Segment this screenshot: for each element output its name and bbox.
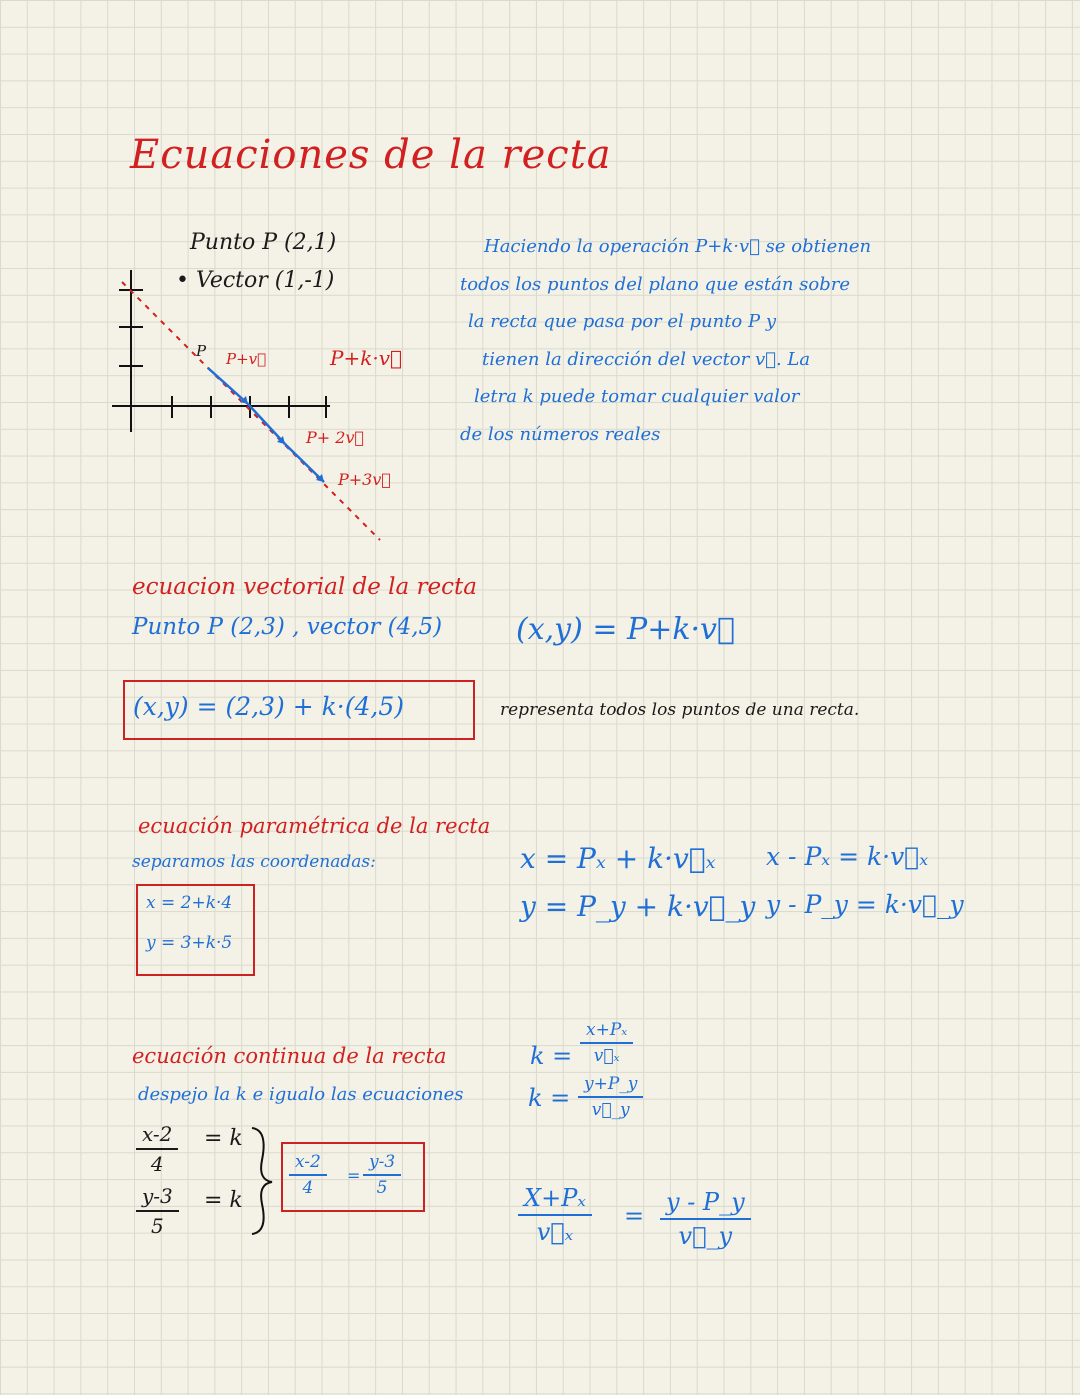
parametric-subheading: separamos las coordenadas: (132, 852, 376, 872)
parametric-boxed-equations (136, 884, 255, 976)
continuous-subheading: despejo la k e igualo las ecuaciones (138, 1084, 464, 1105)
k-label-2: k = (528, 1084, 571, 1112)
vectorial-boxed-text: (x,y) = (2,3) + k·(4,5) (133, 692, 404, 721)
fraction-denominator: v⃗_y (591, 1100, 630, 1120)
continuous-boxed-equation (281, 1142, 425, 1212)
parametric-eq-y: y = 3+k·5 (146, 933, 233, 953)
final-fraction-left (518, 1184, 592, 1246)
continuous-fraction-x (136, 1122, 178, 1176)
page-title: Ecuaciones de la recta (130, 132, 612, 178)
explanation-line: Haciendo la operación P+k·v⃗ se obtienen (484, 236, 872, 257)
explanation-line: todos los puntos del plano que están sobre (460, 273, 851, 295)
k-fraction-x (580, 1020, 633, 1066)
vectorial-heading: ecuacion vectorial de la recta (132, 574, 477, 600)
continuous-fraction-y (136, 1184, 179, 1238)
explanation-line: de los números reales (460, 423, 661, 445)
vectorial-note: representa todos los puntos de una recta. (500, 700, 860, 720)
fraction-numerator: x-2 (289, 1152, 327, 1176)
final-equals: = (624, 1202, 645, 1230)
fraction-denominator: 5 (151, 1214, 164, 1238)
parametric-general-y: y = P_y + k·v⃗_y (520, 890, 756, 923)
continuous-heading: ecuación continua de la recta (132, 1044, 447, 1068)
fraction-numerator: y-3 (136, 1184, 179, 1212)
fraction-denominator: 4 (302, 1178, 314, 1198)
graph-label-p-plus-kv: P+k·v⃗ (330, 346, 402, 370)
boxed-equals: = (347, 1166, 361, 1185)
explanation-line: la recta que pasa por el punto P y (468, 311, 776, 332)
fraction-denominator: v⃗_y (678, 1222, 733, 1250)
fraction-numerator: x+Pₓ (580, 1020, 633, 1044)
boxed-fraction-y (363, 1152, 401, 1198)
fraction-denominator: 4 (150, 1152, 164, 1176)
vectorial-boxed-equation (123, 680, 475, 740)
parametric-solved-y: y - P_y = k·v⃗_y (766, 890, 964, 919)
explanation-line: tienen la dirección del vector v⃗. La (482, 348, 811, 370)
fraction-numerator: y+P_y (578, 1074, 643, 1098)
vectorial-general-equation: (x,y) = P+k·v⃗ (516, 612, 736, 647)
k-fraction-y (578, 1074, 643, 1120)
fraction-numerator: X+Pₓ (518, 1184, 592, 1216)
fraction-denominator: v⃗ₓ (593, 1046, 620, 1066)
vectorial-given: Punto P (2,3) , vector (4,5) (132, 614, 443, 640)
parametric-general-x: x = Pₓ + k·v⃗ₓ (520, 842, 716, 875)
fraction-denominator: 5 (376, 1178, 388, 1198)
fraction-numerator: x-2 (136, 1122, 178, 1150)
graph-label-p: P (196, 342, 207, 360)
final-fraction-right (660, 1188, 751, 1250)
graph-label-p-plus-2v: P+ 2v⃗ (306, 428, 365, 447)
parametric-solved-x: x - Pₓ = k·v⃗ₓ (766, 842, 929, 871)
parametric-heading: ecuación paramétrica de la recta (138, 814, 491, 838)
explanation-line: letra k puede tomar cualquier valor (474, 386, 800, 407)
graph-label-p-plus-3v: P+3v⃗ (338, 470, 391, 489)
fraction-denominator: v⃗ₓ (536, 1218, 574, 1246)
point-label: Punto P (2,1) (190, 230, 337, 255)
boxed-fraction-x (289, 1152, 327, 1198)
graph-label-p-plus-v: P+v⃗ (226, 350, 267, 368)
continuous-equals-k-2: = k (204, 1188, 243, 1213)
fraction-numerator: y-3 (363, 1152, 401, 1176)
vector-label: • Vector (1,-1) (176, 268, 335, 293)
k-label-1: k = (530, 1042, 573, 1070)
continuous-equals-k-1: = k (204, 1126, 243, 1151)
parametric-eq-x: x = 2+k·4 (146, 893, 233, 913)
fraction-numerator: y - P_y (660, 1188, 751, 1220)
explanation-text (460, 228, 885, 453)
